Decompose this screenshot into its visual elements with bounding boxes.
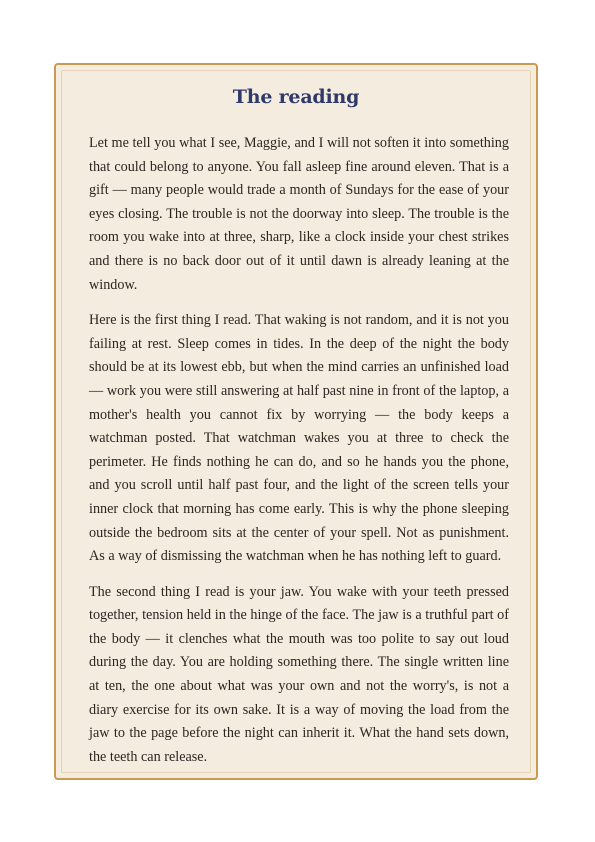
page-title: The reading <box>232 86 360 108</box>
paragraph-3: The second thing I read is your jaw. You wake with your teeth pressed together, tension held in the hinge of the face. The jaw is a truthful part of the body — it clenches what the mouth was too polite to say out loud during the day. You are holding something there. The single written line at ten, the one about what was your own and not the worry's, is not a diary exercise for its own sake. It is a way of moving the load from the jaw to the page before the night can inherit it. What the hand sets down, the teeth can release. <box>89 583 509 765</box>
paragraph-1: Let me tell you what I see, Maggie, and I will not soften it into something that could belong to anyone. You fall asleep fine around eleven. That is a gift — many people would trade a month of Sundays for the ease of your eyes closing. The trouble is not the doorway into sleep. The trouble is the room you wake into at three, sharp, like a clock inside your chest strikes and there is no back door out of it until dawn is already leaning at the window. <box>89 135 509 293</box>
reading-body <box>89 132 509 781</box>
reading-card <box>54 63 538 780</box>
paragraph-2: Here is the first thing I read. That waking is not random, and it is not you failing at rest. Sleep comes in tides. In the deep of the night the body should be at its lowest ebb, but when the mind carries an unfinished load — work you were still answering at half past nine in front of the laptop, a mother's health you cannot fix by worrying — the body keeps a watchman posted. That watchman wakes you at three to check the perimeter. He finds nothing he can do, and so he hands you the phone, and you scroll until half past four, and the light of the screen tells your inner clock that morning has come early. This is why the phone sleeping outside the bedroom sits at the center of your spell. Not as punishment. As a way of dismissing the watchman when he has nothing left to guard. <box>89 312 509 565</box>
